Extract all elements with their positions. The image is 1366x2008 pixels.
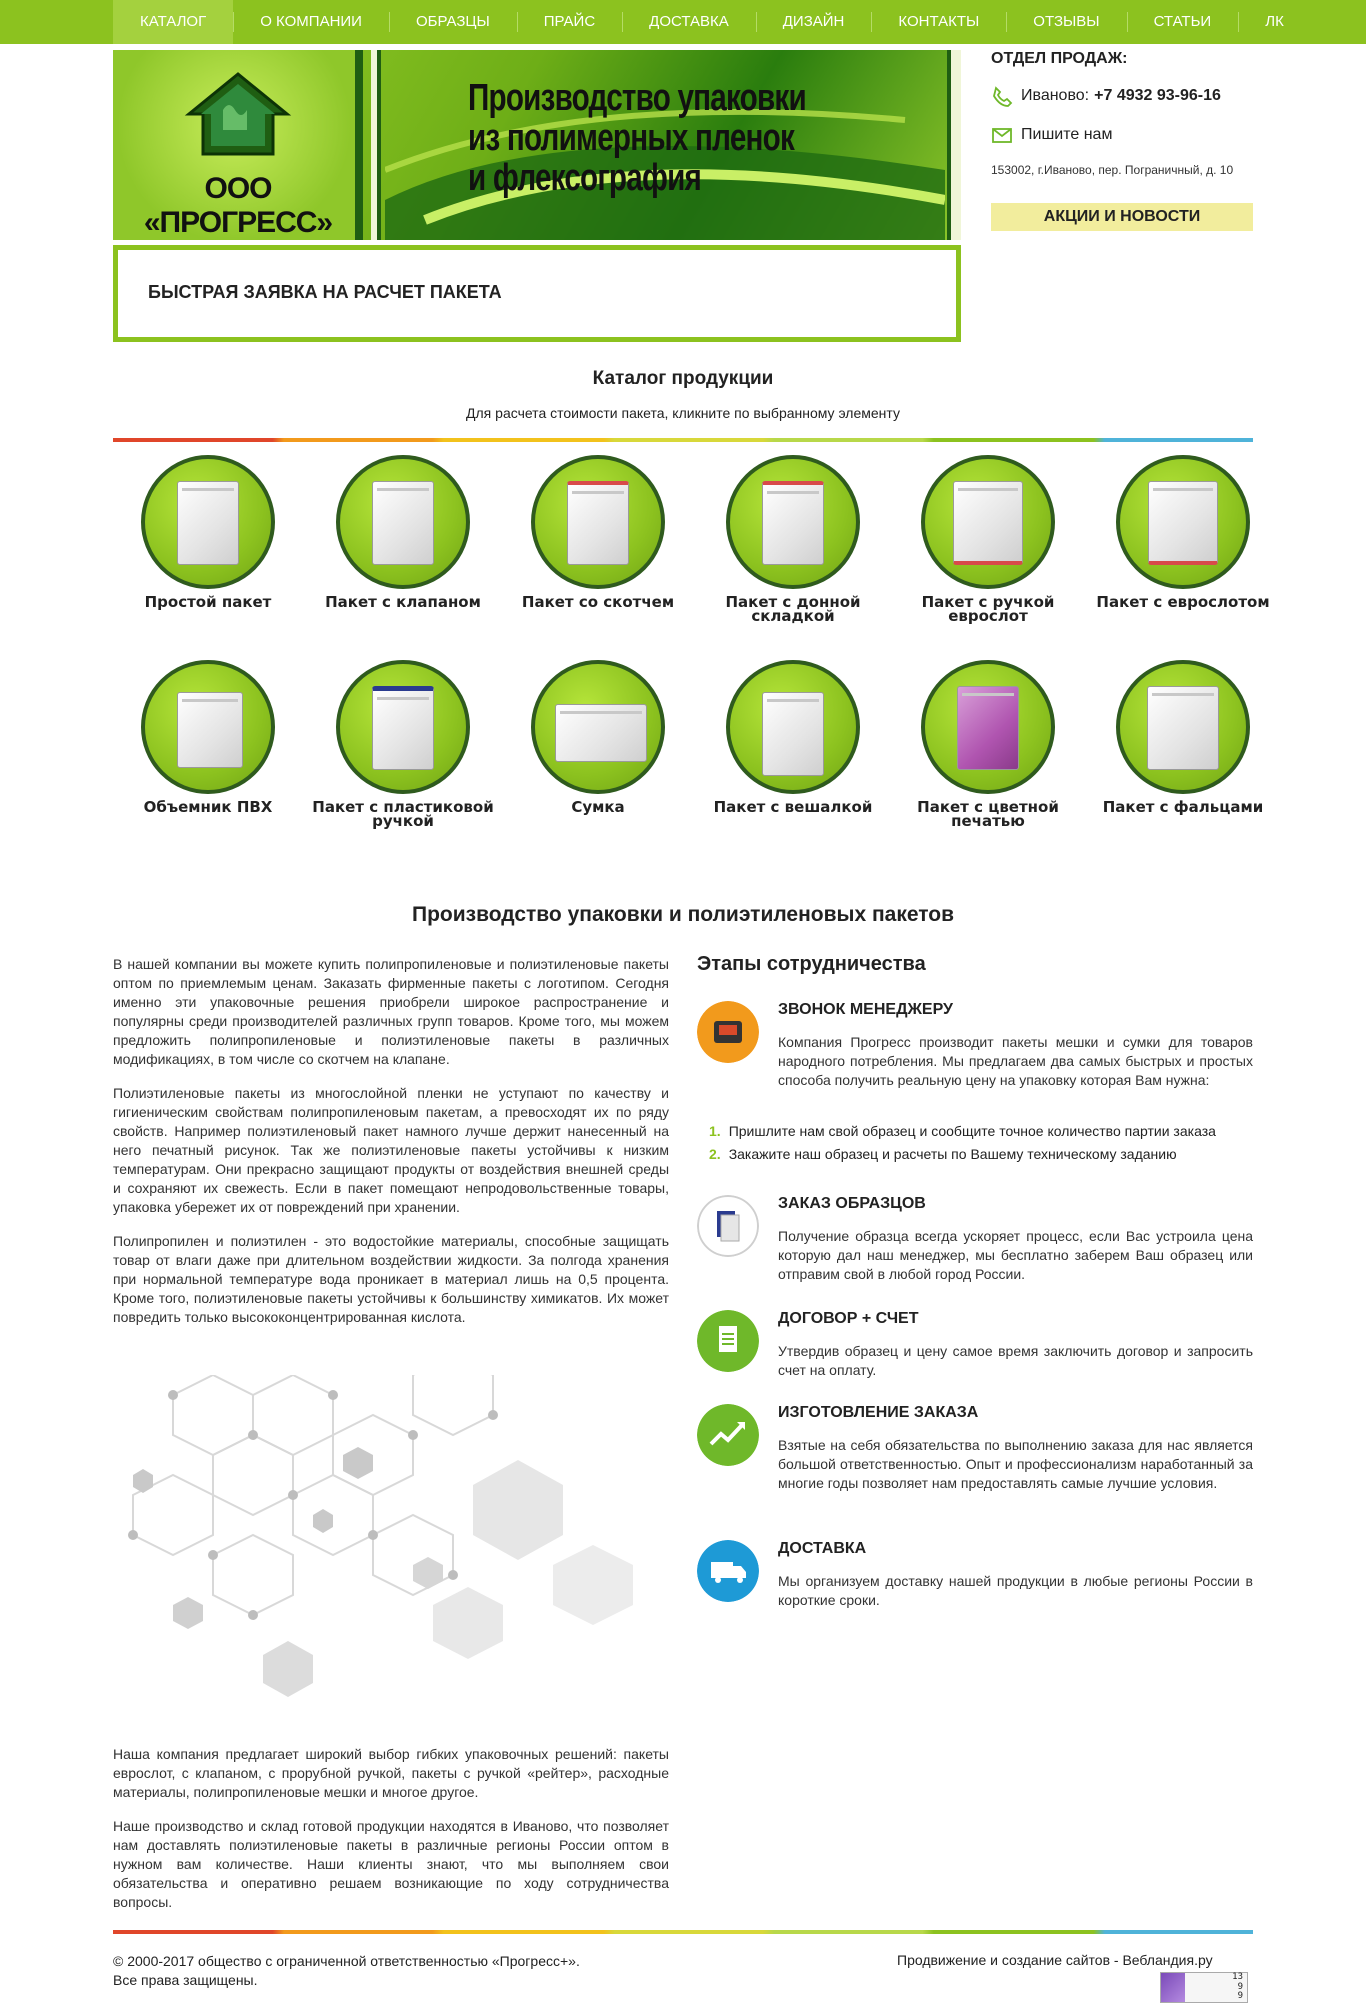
news-button[interactable]: АКЦИИ И НОВОСТИ xyxy=(991,203,1253,231)
product-item[interactable] xyxy=(1088,660,1278,814)
growth-chart-icon xyxy=(697,1404,759,1466)
stage-heading: ДОСТАВКА xyxy=(778,1540,867,1557)
nav-item-price[interactable]: ПРАЙС xyxy=(517,0,622,44)
product-label: Пакет с еврослотом xyxy=(1096,593,1270,611)
nav-item-samples[interactable]: ОБРАЗЦЫ xyxy=(389,0,517,44)
rainbow-divider xyxy=(113,1930,1253,1934)
product-item[interactable] xyxy=(503,660,693,814)
product-item[interactable] xyxy=(113,660,303,814)
product-image xyxy=(141,455,275,589)
quick-request-title[interactable]: БЫСТРАЯ ЗАЯВКА НА РАСЧЕТ ПАКЕТА xyxy=(148,282,502,302)
product-image xyxy=(141,660,275,794)
list-text: Закажите наш образец и расчеты по Вашему техническому заданию xyxy=(728,1146,1177,1162)
main-menu xyxy=(113,0,1311,44)
write-us-label: Пишите нам xyxy=(1021,126,1113,143)
logo-panel xyxy=(113,50,363,240)
rainbow-divider xyxy=(113,438,1253,442)
phone-icon xyxy=(991,85,1013,107)
write-us-link[interactable] xyxy=(991,124,1112,146)
samples-icon xyxy=(697,1195,759,1257)
stage-text: Взятые на себя обязательства по выполнению заказа для нас является большой ответственностью. Опыт и профессионализм наработанный за многие годы позволяет нам предоставлять самые лучшие условия. xyxy=(778,1437,1253,1491)
product-image xyxy=(726,660,860,794)
banner-title-line: Производство упаковки xyxy=(468,77,806,119)
product-item[interactable] xyxy=(308,660,498,828)
stage-production xyxy=(697,1404,1253,1514)
list-item xyxy=(709,1123,1254,1139)
banner-title-line: из полимерных пленок xyxy=(468,117,795,159)
catalog-subtitle: Для расчета стоимости пакета, кликните по выбранному элементу xyxy=(466,405,900,421)
product-item[interactable] xyxy=(113,455,303,609)
banner-title xyxy=(468,78,827,198)
nav-item-delivery[interactable]: ДОСТАВКА xyxy=(622,0,756,44)
hexagon-pattern-decoration xyxy=(113,1375,669,1715)
nav-item-catalog[interactable]: КАТАЛОГ xyxy=(113,0,233,44)
product-label: Простой пакет xyxy=(144,593,272,611)
banner-title-line: и флексография xyxy=(468,157,702,199)
document-icon xyxy=(697,1310,759,1372)
counter-logo-icon xyxy=(1161,1973,1185,2002)
product-image xyxy=(336,660,470,794)
product-label: Объемник ПВХ xyxy=(143,798,273,816)
closing-text xyxy=(113,1745,669,1927)
intro-text xyxy=(113,955,669,1342)
list-item xyxy=(709,1146,1254,1162)
quick-request-box[interactable] xyxy=(113,245,961,342)
catalog-title: Каталог продукции xyxy=(592,368,774,389)
phone-city: Иваново: xyxy=(1021,87,1090,104)
product-image xyxy=(921,660,1055,794)
list-number: 2. xyxy=(709,1146,721,1162)
paragraph: Наша компания предлагает широкий выбор гибких упаковочных решений: пакеты еврослот, с клапаном, с прорубной ручкой, пакеты с ручкой «рейтер», расходные материалы, полипропиленовые мешки и многое другое. xyxy=(113,1746,669,1800)
nav-item-account[interactable]: ЛК xyxy=(1238,0,1311,44)
product-label: Пакет с цветной печатью xyxy=(917,798,1059,830)
product-label: Пакет с клапаном xyxy=(325,593,481,611)
product-image xyxy=(921,455,1055,589)
product-item[interactable] xyxy=(698,455,888,623)
product-label: Сумка xyxy=(571,798,625,816)
logo-house-icon xyxy=(183,70,293,160)
address: 153002, г.Иваново, пер. Пограничный, д. 10 xyxy=(991,163,1234,177)
banner-divider xyxy=(371,50,381,240)
sales-heading: ОТДЕЛ ПРОДАЖ: xyxy=(991,50,1128,67)
list-number: 1. xyxy=(709,1123,721,1139)
product-item[interactable] xyxy=(893,455,1083,623)
product-item[interactable] xyxy=(503,455,693,609)
stage-heading: ЗАКАЗ ОБРАЗЦОВ xyxy=(778,1195,926,1212)
nav-item-contacts[interactable]: КОНТАКТЫ xyxy=(871,0,1006,44)
product-item[interactable] xyxy=(893,660,1083,828)
product-image xyxy=(336,455,470,589)
product-label: Пакет с фальцами xyxy=(1102,798,1264,816)
paragraph: Наше производство и склад готовой продукции находятся в Иваново, что позволяет нам доставлять полиэтиленовые пакеты в различные регионы России оптом в нужном вам количестве. Наши клиенты знают, что мы выполняем свои обязательства и оперативно решаем возникающие по ходу сотрудничества вопросы. xyxy=(113,1818,669,1910)
nav-item-about[interactable]: О КОМПАНИИ xyxy=(233,0,389,44)
counter-value: 13 xyxy=(1232,1972,1243,1982)
footer-copyright xyxy=(113,1952,580,1990)
stage-order-samples xyxy=(697,1195,1253,1295)
envelope-icon xyxy=(991,124,1013,146)
visit-counter[interactable] xyxy=(1160,1972,1248,2003)
stage-text: Утвердив образец и цену самое время заключить договор и запросить счет на оплату. xyxy=(778,1343,1253,1378)
product-label: Пакет со скотчем xyxy=(521,593,675,611)
developer-credit-link[interactable]: Продвижение и создание сайтов - Вебландия.ру xyxy=(897,1952,1213,1968)
stage-heading: ИЗГОТОВЛЕНИЕ ЗАКАЗА xyxy=(778,1404,979,1421)
truck-icon xyxy=(697,1540,759,1602)
list-text: Пришлите нам свой образец и сообщите точное количество партии заказа xyxy=(728,1123,1216,1139)
phone-number[interactable]: +7 4932 93-96-16 xyxy=(1094,87,1221,104)
stage-heading: ДОГОВОР + СЧЕТ xyxy=(778,1310,919,1327)
product-item[interactable] xyxy=(1088,455,1278,609)
stages-title: Этапы сотрудничества xyxy=(697,953,926,975)
stage-heading: ЗВОНОК МЕНЕДЖЕРУ xyxy=(778,1001,954,1018)
stage-options-list xyxy=(709,1123,1254,1169)
product-image xyxy=(531,660,665,794)
product-label: Пакет с вешалкой xyxy=(713,798,873,816)
phone-icon xyxy=(697,1001,759,1063)
header-banner[interactable] xyxy=(113,50,961,240)
banner-right-edge xyxy=(947,50,961,240)
product-label: Пакет с донной складкой xyxy=(725,593,861,625)
stage-text: Мы организуем доставку нашей продукции в любые регионы России в короткие сроки. xyxy=(778,1573,1253,1608)
product-image xyxy=(1116,660,1250,794)
rights-text: Все права защищены. xyxy=(113,1972,258,1988)
product-label: Пакет с ручкой еврослот xyxy=(921,593,1055,625)
paragraph: В нашей компании вы можете купить полипропиленовые и полиэтиленовые пакеты оптом по приемлемым ценам. Заказать фирменные пакеты с логотипом. Сегодня именно эти упаковочные решения приобрели широкое распространение и популярны среди производителей различных групп товаров. Кроме того, мы можем предложить полипропиленовые и полиэтиленовые пакеты в различных модификациях, в том числе со скотчем на клапане. xyxy=(113,956,669,1067)
stage-text: Компания Прогресс производит пакеты мешки и сумки для товаров народного потребления. Мы предлагаем два самых быстрых и простых способа получить реальную цену на упаковку которая Вам нужна: xyxy=(778,1034,1253,1088)
paragraph: Полипропилен и полиэтилен - это водостойкие материалы, способные защищать товар от влаги даже при длительном воздействии жидкости. За полгода хранения при нормальной температуре вода проникает в материал лишь на 0,5 процента. Кроме того, полиэтиленовые пакеты устойчивы к большинству химикатов. Их может повредить только высококонцентрированная кислота. xyxy=(113,1233,669,1325)
counter-value: 9 xyxy=(1237,1991,1243,2001)
copyright-text: © 2000-2017 общество с ограниченной ответственностью «Прогресс+». xyxy=(113,1953,580,1969)
stage-delivery xyxy=(697,1540,1253,1620)
product-item[interactable] xyxy=(698,660,888,814)
stage-text: Получение образца всегда ускоряет процесс, если Вас устроила цена которую дал наш менеджер, мы бесплатно заберем Ваш образец или отправим свой в любой город России. xyxy=(778,1228,1253,1282)
product-image xyxy=(531,455,665,589)
paragraph: Полиэтиленовые пакеты из многослойной пленки не уступают по качеству и гигиеническим свойствам полипропиленовым пакетам, а превосходят их по ряду свойств. Например полиэтиленовый пакет намного лучше держит нанесенный на него печатный рисунок. Так же полиэтиленовые пакеты устойчивы к низким температурам. Они прекрасно защищают продукты от воздействия внешней среды и сохраняют их свежесть. Если в пакет помещают непродовольственные товары, упаковка убережет их от повреждений при хранении. xyxy=(113,1085,669,1215)
nav-item-design[interactable]: ДИЗАЙН xyxy=(756,0,872,44)
counter-value: 9 xyxy=(1237,1981,1243,1992)
company-name: ООО «ПРОГРЕСС» xyxy=(143,172,333,239)
product-image xyxy=(1116,455,1250,589)
nav-item-reviews[interactable]: ОТЗЫВЫ xyxy=(1006,0,1126,44)
phone-row[interactable] xyxy=(991,85,1221,107)
product-label: Пакет с пластиковой ручкой xyxy=(312,798,494,830)
main-title: Производство упаковки и полиэтиленовых пакетов xyxy=(412,903,954,926)
product-image xyxy=(726,455,860,589)
stage-contract xyxy=(697,1310,1253,1390)
top-navigation-bar xyxy=(0,0,1366,44)
nav-item-articles[interactable]: СТАТЬИ xyxy=(1127,0,1239,44)
product-item[interactable] xyxy=(308,455,498,609)
stage-call-manager xyxy=(697,1001,1253,1171)
